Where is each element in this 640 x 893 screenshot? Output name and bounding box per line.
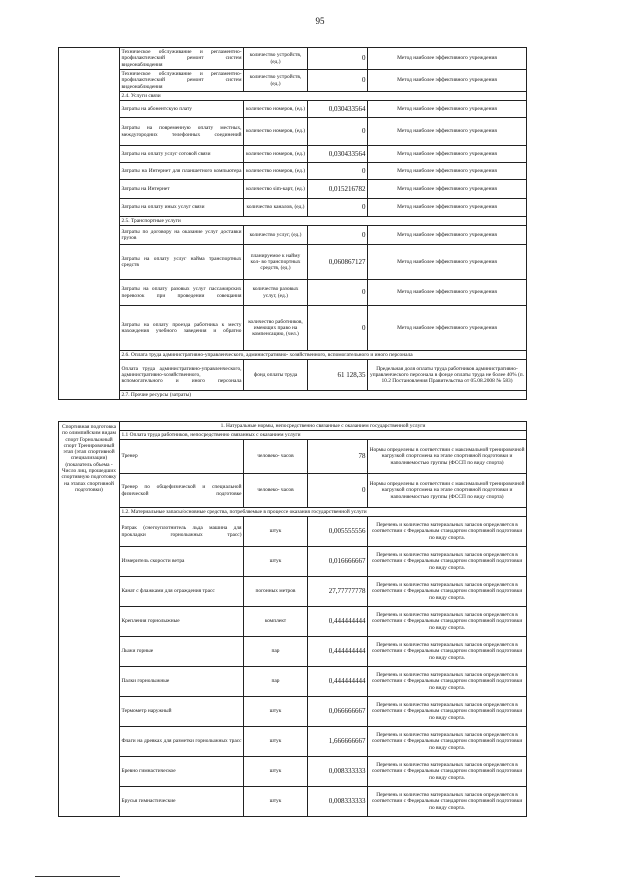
unit-cell: штук — [244, 727, 308, 757]
cost-item-name: Лыжи горные — [120, 637, 244, 667]
cost-item-name: Канат с флажками для ограждения трасс — [120, 577, 244, 607]
method-cell: Метод наиболее эффективного учреждения — [368, 70, 527, 92]
cost-item-name: Затраты на Интернет — [120, 180, 244, 199]
page-number: 95 — [315, 16, 325, 26]
method-cell: Перечень и количество материальных запасов определяется в соответствии с Федеральным стандартом спортивной подготовки по виду спорта. — [368, 727, 527, 757]
value-cell: 78 — [308, 440, 368, 474]
method-cell: Перечень и количество материальных запасов определяется в соответствии с Федеральным стандартом спортивной подготовки по виду спорта. — [368, 607, 527, 637]
cost-item-name: Техническое обслуживание и регламентно- профилактический ремонт систем видеонаблюдения — [121, 71, 242, 90]
cost-item-name: Бревно гимнастическое — [120, 757, 244, 787]
unit-cell: штук — [244, 547, 308, 577]
value-cell: 0 — [308, 48, 368, 70]
method-cell: Нормы определены в соответствии с максимальной тренировочной нагрузкой спортсмена на этапе спортивной подготовки и наполняемостью группы (ФССП по виду спорта) — [368, 474, 527, 508]
method-cell: Метод наиболее эффективного учреждения — [368, 245, 527, 280]
method-cell: Метод наиболее эффективного учреждения — [368, 226, 527, 245]
unit-cell: человеко- часов — [244, 440, 308, 474]
value-cell: 0 — [308, 199, 368, 217]
unit-cell: количество устройств, (ед.) — [244, 70, 308, 92]
unit-cell: количество номеров, (ед.) — [244, 118, 308, 146]
cost-item-name: Термометр наружный — [120, 697, 244, 727]
unit-cell: фонд оплаты труда — [244, 360, 308, 391]
method-cell: Метод наиболее эффективного учреждения — [368, 118, 527, 146]
method-cell: Перечень и количество материальных запасов определяется в соответствии с Федеральным стандартом спортивной подготовки по виду спорта. — [368, 577, 527, 607]
method-cell: Перечень и количество материальных запасов определяется в соответствии с Федеральным стандартом спортивной подготовки по виду спорта. — [368, 697, 527, 727]
value-cell: 0,008333333 — [308, 787, 368, 817]
cost-item-name: Оплата труда административно-управленческого, административно-хозяйственного, вспомогательного и иного персонала — [120, 360, 244, 391]
section-heading: 2.4. Услуги связи — [120, 92, 527, 101]
value-cell: 0 — [308, 163, 368, 180]
cost-item-name: Тренер — [120, 440, 244, 474]
value-cell: 0,030433564 — [308, 101, 368, 118]
value-cell: 0 — [308, 306, 368, 351]
value-cell: 0,060867127 — [308, 245, 368, 280]
value-cell: 0 — [308, 118, 368, 146]
method-cell: Перечень и количество материальных запасов определяется в соответствии с Федеральным стандартом спортивной подготовки по виду спорта. — [368, 547, 527, 577]
cost-item-name: Палки горнолыжные — [120, 667, 244, 697]
unit-cell: штук — [244, 757, 308, 787]
cost-norms-table — [58, 47, 527, 400]
section-heading: 2.6. Оплата труда административно-управленческого, административно- хозяйственного, вспомогательного и иного персонала — [120, 351, 527, 360]
section-heading: 2.7. Прочие ресурсы (затраты) — [120, 391, 527, 400]
value-cell: 0,005555556 — [308, 517, 368, 547]
unit-cell: пар — [244, 667, 308, 697]
value-cell: 0 — [308, 226, 368, 245]
method-cell: Перечень и количество материальных запасов определяется в соответствии с Федеральным стандартом спортивной подготовки по виду спорта. — [368, 667, 527, 697]
cost-item-name: Затраты на оплату иных услуг связи — [120, 199, 244, 217]
cost-item-name: Затраты на Интернет для планшетного компьютера — [120, 163, 244, 180]
method-cell: Перечень и количество материальных запасов определяется в соответствии с Федеральным стандартом спортивной подготовки по виду спорта. — [368, 517, 527, 547]
value-cell: 27,77777778 — [308, 577, 368, 607]
value-cell: 0,444444444 — [308, 607, 368, 637]
cost-item-name: Затраты по договору на оказание услуг доставки грузов — [120, 226, 244, 245]
unit-cell: штук — [244, 787, 308, 817]
service-description-cell: Спортивная подготовка по олимпийским видам спорт Горнолыжный спорт Тренировочный этап (этап спортивной специализации) (показатель объема - Число лиц, прошедших спортивную подготовку на этапах спортивной подготовки) — [59, 422, 120, 817]
method-cell: Метод наиболее эффективного учреждения — [368, 163, 527, 180]
method-cell: Метод наиболее эффективного учреждения — [368, 48, 527, 70]
cost-item-name: Техническое обслуживание и регламентно- профилактический ремонт систем видеонаблюдения — [121, 49, 242, 68]
value-cell: 0,008333333 — [308, 757, 368, 787]
value-cell: 0 — [308, 474, 368, 508]
section-heading: 1.2. Материальные запасы/основные средства, потребляемые в процессе оказания государственной услуги — [120, 508, 527, 517]
section-heading: 1. Натуральные нормы, непосредственно связанные с оказанием государственной услуги — [120, 422, 527, 431]
cost-item-name: Крепления горнолыжные — [120, 607, 244, 637]
value-cell: 1,666666667 — [308, 727, 368, 757]
unit-cell: комплект — [244, 607, 308, 637]
cost-item-name: Флаги на древках для разметки горнолыжных трасс — [120, 727, 244, 757]
method-cell: Метод наиболее эффективного учреждения — [368, 101, 527, 118]
method-cell: Метод наиболее эффективного учреждения — [368, 180, 527, 199]
cost-item-name: Брусья гимнастические — [120, 787, 244, 817]
unit-cell: количество устройств, (ед.) — [244, 48, 308, 70]
cost-item-name: Измеритель скорости ветра — [120, 547, 244, 577]
unit-cell: количество номеров, (ед.) — [244, 146, 308, 163]
unit-cell: погонных метров — [244, 577, 308, 607]
value-cell: 0,444444444 — [308, 637, 368, 667]
value-cell: 61 128,35 — [308, 360, 368, 391]
method-cell: Метод наиболее эффективного учреждения — [368, 199, 527, 217]
cost-item-name: Затраты на оплату проезда работника к месту нахождения учебного заведения и обратно — [120, 306, 244, 351]
method-cell: Нормы определены в соответствии с максимальной тренировочной нагрузкой спортсмена на этапе спортивной подготовки и наполняемостью группы (ФССП по виду спорта) — [368, 440, 527, 474]
unit-cell: планируемое к найму кол- во транспортных средств, (ед.) — [244, 245, 308, 280]
cost-item-name: Ратрак (снегоуплотнитель льда машина для прокладки горнолыжных трасс) — [120, 517, 244, 547]
unit-cell: штук — [244, 517, 308, 547]
value-cell: 0 — [308, 280, 368, 306]
unit-cell: человеко- часов — [244, 474, 308, 508]
cost-item-name: Затраты на оплату услуг сотовой связи — [120, 146, 244, 163]
value-cell: 0,016666667 — [308, 547, 368, 577]
method-cell: Перечень и количество материальных запасов определяется в соответствии с Федеральным стандартом спортивной подготовки по виду спорта. — [368, 637, 527, 667]
method-cell: Перечень и количество материальных запасов определяется в соответствии с Федеральным стандартом спортивной подготовки по виду спорта. — [368, 787, 527, 817]
footnote-divider — [35, 876, 120, 877]
value-cell: 0,066666667 — [308, 697, 368, 727]
value-cell: 0 — [308, 70, 368, 92]
unit-cell: количество услуг, (ед.) — [244, 226, 308, 245]
unit-cell: количество разовых услуг, (ед.) — [244, 280, 308, 306]
value-cell: 0,444444444 — [308, 667, 368, 697]
method-cell: Метод наиболее эффективного учреждения — [368, 306, 527, 351]
method-cell: Предельная доля оплаты труда работников административно- управленческого персонала в фонде оплаты труда не более 40% (п. 10.2 Постановления Правительства от 05.08.2008 № 583) — [368, 360, 527, 391]
service-norms-table — [58, 421, 527, 817]
method-cell: Перечень и количество материальных запасов определяется в соответствии с Федеральным стандартом спортивной подготовки по виду спорта. — [368, 757, 527, 787]
unit-cell: количество номеров, (ед.) — [244, 101, 308, 118]
unit-cell: количество номеров, (ед.) — [244, 163, 308, 180]
method-cell: Метод наиболее эффективного учреждения — [368, 146, 527, 163]
section-heading: 1.1 Оплата труда работников, непосредственно связанных с оказанием услуги — [120, 431, 527, 440]
unit-cell: пар — [244, 637, 308, 667]
section-heading: 2.5. Транспортные услуги — [120, 217, 527, 226]
unit-cell: количество sim-карт, (ед.) — [244, 180, 308, 199]
cost-item-name: Тренер по общефизической и специальной физической подготовке — [120, 474, 244, 508]
value-cell: 0,030433564 — [308, 146, 368, 163]
cost-item-name: Затраты на оплату услуг найма транспортных средств — [120, 245, 244, 280]
value-cell: 0,015216782 — [308, 180, 368, 199]
cost-item-name: Затраты на оплату разовых услуг пассажирских перевозок при проведении совещания — [120, 280, 244, 306]
unit-cell: штук — [244, 697, 308, 727]
cost-item-name: Затраты на абонентскую плату — [120, 101, 244, 118]
unit-cell: количество каналов, (ед.) — [244, 199, 308, 217]
unit-cell: количество работников, имеющих право на компенсацию, (чел.) — [244, 306, 308, 351]
method-cell: Метод наиболее эффективного учреждения — [368, 280, 527, 306]
cost-item-name: Затраты на повременную оплату местных, междугородних телефонных соединений — [120, 118, 244, 146]
left-blank-cell — [59, 48, 120, 400]
